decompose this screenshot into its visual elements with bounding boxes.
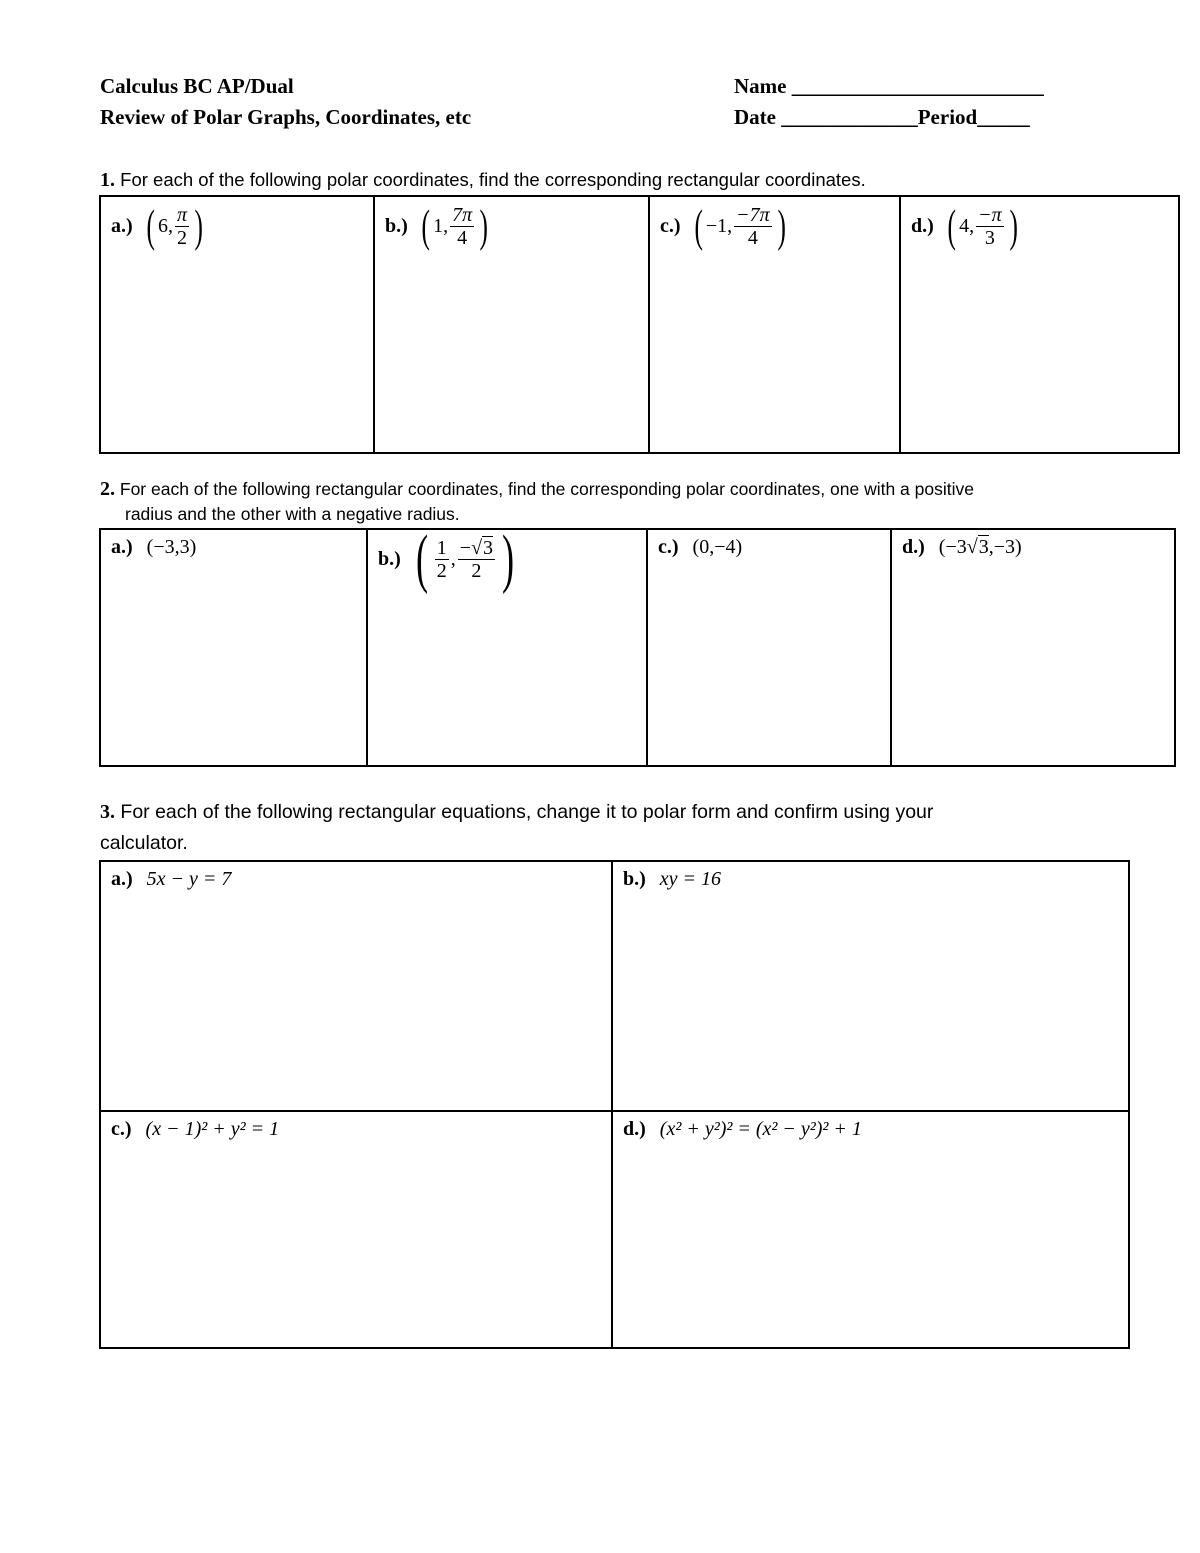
- question-3-prompt: [100, 797, 1180, 859]
- q2-cell-b[interactable]: b.) ( $\frac{1}{2}$ , $\frac{-√3}{2}$ ): [367, 529, 647, 766]
- q2-cell-d[interactable]: [891, 529, 1175, 766]
- name-field[interactable]: Name ________________________: [734, 74, 1044, 98]
- q3-cell-d[interactable]: [612, 1111, 1129, 1348]
- q1-c-fraction: $\frac{-7\pi}{4}$: [736, 203, 770, 249]
- q3-b-label: b.): [623, 868, 646, 890]
- q1-cell-c[interactable]: c.) ( −1, $\frac{-7\pi}{4}$ ): [649, 196, 900, 453]
- q2-c-expr: (0,−4): [692, 536, 743, 558]
- question-2-text-line2: radius and the other with a negative radius.: [125, 504, 460, 524]
- q3-cell-c[interactable]: [100, 1111, 612, 1348]
- question-3-table: [99, 860, 1130, 1349]
- q3-a-expr: 5x − y = 7: [146, 868, 232, 890]
- q3-cell-b[interactable]: [612, 861, 1129, 1111]
- q1-d-label: d.): [911, 214, 934, 237]
- question-2-table: [99, 522, 1176, 767]
- q2-b-fraction-2: $\frac{-√3}{2}$: [459, 536, 494, 582]
- q2-d-expr: (−3√3,−3): [938, 536, 1022, 558]
- q1-c-label: c.): [660, 214, 681, 237]
- q1-b-fraction: $\frac{7\pi}{4}$: [452, 203, 473, 249]
- question-3-number: 3.: [100, 801, 115, 823]
- q3-a-label: a.): [111, 868, 133, 890]
- q1-cell-a[interactable]: a.) ( 6, $\frac{\pi}{2}$ ): [100, 196, 374, 453]
- q2-d-label: d.): [902, 536, 925, 558]
- q2-b-label: b.): [378, 547, 401, 570]
- q3-d-expr: (x² + y²)² = (x² − y²)² + 1: [659, 1118, 862, 1140]
- q3-c-label: c.): [111, 1118, 132, 1140]
- question-1-text: For each of the following polar coordinates, find the corresponding rectangular coordinates.: [120, 169, 866, 190]
- q3-cell-a[interactable]: [100, 861, 612, 1111]
- question-1-number: 1.: [100, 169, 115, 191]
- q2-cell-a[interactable]: [100, 529, 367, 766]
- question-3-text-line1: For each of the following rectangular equations, change it to polar form and confirm using your: [120, 801, 934, 823]
- q2-b-fraction-1: $\frac{1}{2}$: [436, 536, 447, 582]
- date-period-field[interactable]: Date _____________Period_____: [734, 105, 1030, 129]
- q1-a-fraction: $\frac{\pi}{2}$: [177, 203, 188, 249]
- q1-c-r: −1,: [705, 214, 733, 237]
- question-2-prompt: [100, 477, 1180, 527]
- q2-a-label: a.): [111, 536, 133, 558]
- q1-a-label: a.): [111, 214, 133, 237]
- question-3-text-line2: calculator.: [100, 832, 188, 854]
- question-2-number: 2.: [100, 478, 115, 500]
- q1-cell-b[interactable]: b.) ( 1, $\frac{7\pi}{4}$ ): [374, 196, 649, 453]
- q1-a-r: 6,: [158, 214, 173, 237]
- q2-c-label: c.): [658, 536, 679, 558]
- q3-d-label: d.): [623, 1118, 646, 1140]
- q2-cell-c[interactable]: [647, 529, 891, 766]
- course-title: Calculus BC AP/Dual: [100, 74, 294, 98]
- question-2-text-line1: For each of the following rectangular coordinates, find the corresponding polar coordinates, one with a positive: [119, 479, 974, 499]
- q3-b-expr: xy = 16: [659, 868, 722, 890]
- worksheet-subtitle: Review of Polar Graphs, Coordinates, etc: [100, 105, 472, 129]
- q1-b-label: b.): [385, 214, 408, 237]
- q1-b-r: 1,: [433, 214, 449, 237]
- q3-c-expr: (x − 1)² + y² = 1: [145, 1118, 280, 1140]
- q1-d-r: 4,: [959, 214, 975, 237]
- question-1-table: [99, 195, 1180, 454]
- question-1-prompt: [100, 164, 1180, 196]
- q1-cell-d[interactable]: d.) ( 4, $\frac{-\pi}{3}$ ): [900, 196, 1179, 453]
- q2-a-expr: (−3,3): [146, 536, 197, 558]
- q1-d-fraction: $\frac{-\pi}{3}$: [978, 203, 1002, 249]
